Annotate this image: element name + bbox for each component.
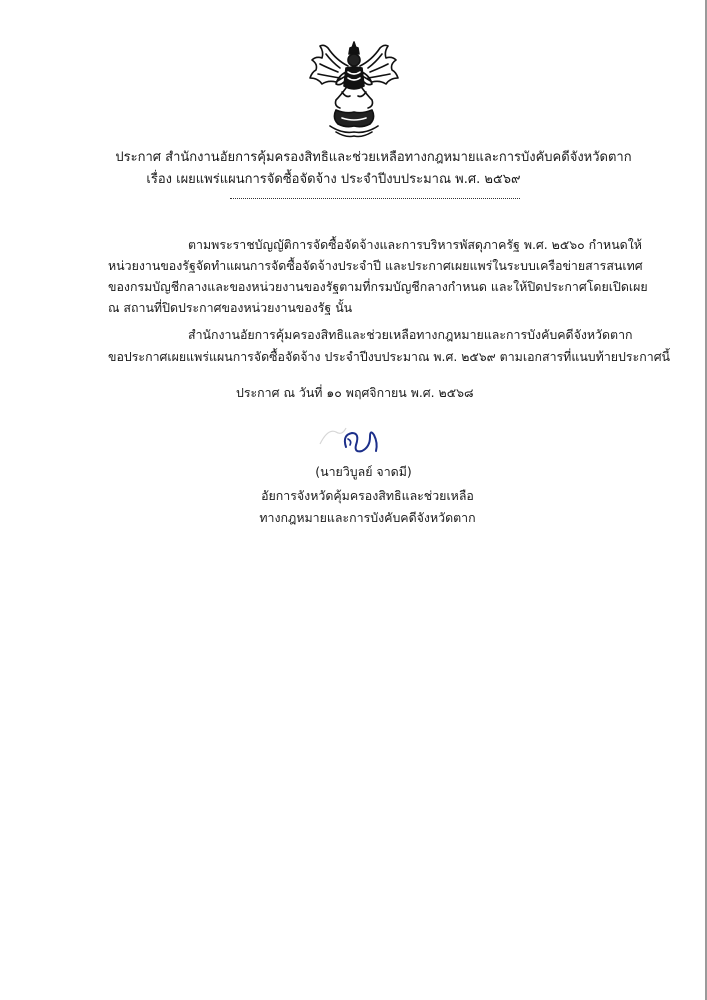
body-paragraph-2-line-1: สำนักงานอัยการคุ้มครองสิทธิและช่วยเหลือทางกฎหมายและการบังคับคดีจังหวัดตาก <box>188 327 633 342</box>
announcement-subject: เรื่อง เผยแพร่แผนการจัดซื้อจัดจ้าง ประจำปีงบประมาณ พ.ศ. ๒๕๖๙ <box>146 172 521 187</box>
signatory-name: (นายวิบูลย์ จาดมี) <box>315 464 412 479</box>
body-paragraph-1-line-2: หน่วยงานของรัฐจัดทำแผนการจัดซื้อจัดจ้างประจำปี และประกาศเผยแพร่ในระบบเครือข่ายสารสนเทศ <box>108 258 643 273</box>
garuda-emblem-icon <box>306 40 402 140</box>
body-paragraph-2-line-2: ขอประกาศเผยแพร่แผนการจัดซื้อจัดจ้าง ประจำปีงบประมาณ พ.ศ. ๒๕๖๙ ตามเอกสารที่แนบท้ายประกาศนี้ <box>108 349 671 364</box>
body-paragraph-1-line-3: ของกรมบัญชีกลางและของหน่วยงานของรัฐตามที่กรมบัญชีกลางกำหนด และให้ปิดประกาศโดยเปิดเผย <box>108 279 648 294</box>
announcement-date: ประกาศ ณ วันที่ ๑๐ พฤศจิกายน พ.ศ. ๒๕๖๘ <box>236 385 474 400</box>
body-paragraph-1-line-1: ตามพระราชบัญญัติการจัดซื้อจัดจ้างและการบริหารพัสดุภาครัฐ พ.ศ. ๒๕๖๐ กำหนดให้ <box>188 237 642 252</box>
handwritten-signature-icon <box>340 425 386 457</box>
signatory-title-line-2: ทางกฎหมายและการบังคับคดีจังหวัดตาก <box>259 510 476 525</box>
body-paragraph-1-line-4: ณ สถานที่ปิดประกาศของหน่วยงานของรัฐ นั้น <box>108 300 353 315</box>
signatory-title-line-1: อัยการจังหวัดคุ้มครองสิทธิและช่วยเหลือ <box>261 488 474 503</box>
announcement-title: ประกาศ สำนักงานอัยการคุ้มครองสิทธิและช่วยเหลือทางกฎหมายและการบังคับคดีจังหวัดตาก <box>115 150 632 165</box>
dotted-divider <box>230 198 520 199</box>
